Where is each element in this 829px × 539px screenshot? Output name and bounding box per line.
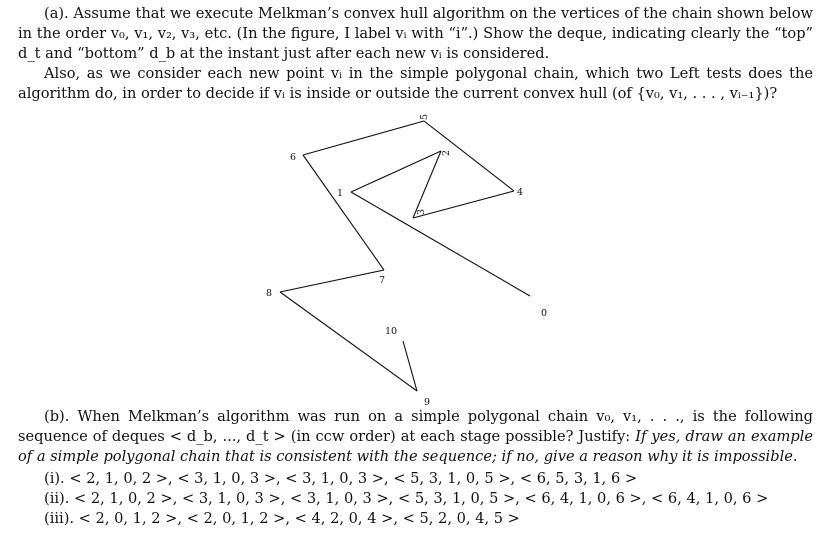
- part-a-paragraph: (a). Assume that we execute Melkman’s convex hull algorithm on the vertices of the chain shown below in the order v₀, v₁, v₂, v₃, etc. (In the figure, I label vᵢ with “i”.) Show the deque, indicating clearly the “top” d_t and “bottom” d_b at the instant just after each new vᵢ is considered.: [18, 5, 813, 62]
- chain-edges: [280, 121, 530, 391]
- part-b-paragraph: [18, 407, 813, 467]
- vertex-label-4: 4: [517, 187, 524, 198]
- vertex-label-10: 10: [385, 326, 398, 337]
- vertex-label-3: 3: [416, 208, 427, 215]
- part-b-intro: (b). When Melkman’s algorithm was run on a simple polygonal chain v₀, v₁, . . ., is the following sequence of deques < d_b, ..., d_t > (in ccw order) at each stage possible? Justify:: [18, 408, 813, 445]
- vertex-label-0: 0: [541, 308, 548, 319]
- vertex-labels: [266, 114, 547, 408]
- vertex-label-9: 9: [424, 397, 431, 408]
- vertex-label-1: 1: [337, 188, 344, 199]
- part-b-instruction: If yes, draw an example of a simple polygonal chain that is consistent with the sequence; if no, give a reason why it is impossible.: [18, 428, 813, 465]
- vertex-label-6: 6: [290, 152, 297, 163]
- part-a-question: Also, as we consider each new point vᵢ in the simple polygonal chain, which two Left tests does the algorithm do, in order to decide if vᵢ is inside or outside the current convex hull (of {v₀, v₁, . . . , vᵢ₋₁})?: [18, 65, 813, 102]
- edge-2-3: [413, 151, 441, 218]
- edge-7-8: [280, 270, 384, 292]
- deque-sequence-list: [44, 469, 768, 529]
- vertex-label-5: 5: [419, 113, 430, 120]
- edge-6-7: [303, 155, 384, 270]
- edge-9-10: [403, 341, 417, 391]
- edge-8-9: [280, 292, 417, 391]
- vertex-label-8: 8: [266, 288, 273, 299]
- edge-1-2: [351, 151, 441, 192]
- edge-0-1: [351, 192, 530, 296]
- vertex-label-2: 2: [441, 149, 452, 156]
- edge-5-6: [303, 121, 424, 155]
- sequence-ii: (ii). < 2, 1, 0, 2 >, < 3, 1, 0, 3 >, < 3, 1, 0, 3 >, < 5, 3, 1, 0, 5 >, < 6, 4, 1, 0, 6 >, < 6, 4, 1, 0, 6 >: [44, 490, 769, 507]
- vertex-label-7: 7: [379, 275, 386, 286]
- edge-4-5: [424, 121, 514, 191]
- sequence-iii: (iii). < 2, 0, 1, 2 >, < 2, 0, 1, 2 >, < 4, 2, 0, 4 >, < 5, 2, 0, 4, 5 >: [44, 510, 520, 527]
- sequence-i: (i). < 2, 1, 0, 2 >, < 3, 1, 0, 3 >, < 3, 1, 0, 3 >, < 5, 3, 1, 0, 5 >, < 6, 5, 3, 1, 6 >: [44, 470, 638, 487]
- edge-3-4: [413, 191, 514, 218]
